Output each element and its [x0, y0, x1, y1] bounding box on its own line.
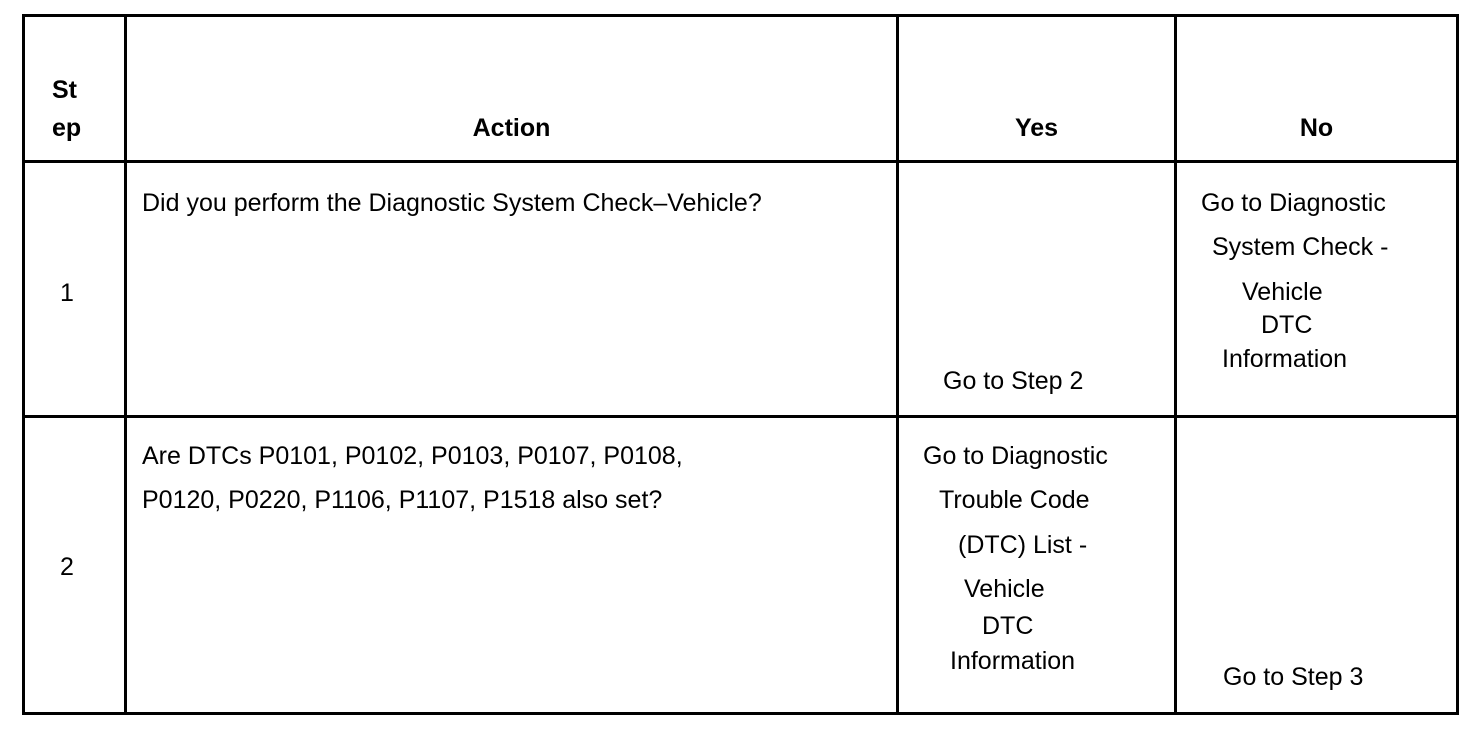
header-step-line2: ep [52, 114, 82, 142]
no-result: Go to Step 3 [1223, 663, 1364, 691]
header-step-line1: St [52, 76, 77, 104]
yes-result-line: Trouble Code [939, 486, 1090, 514]
table-border-right [1456, 14, 1459, 715]
action-text: Are DTCs P0101, P0102, P0103, P0107, P0108, [142, 442, 683, 470]
action-text: Did you perform the Diagnostic System Check–Vehicle? [142, 189, 762, 217]
header-yes: Yes [1014, 114, 1059, 142]
step-number: 2 [60, 553, 74, 581]
action-text: P0120, P0220, P1106, P1107, P1518 also set? [142, 486, 663, 514]
yes-result-line: Vehicle [964, 575, 1045, 603]
table-border-bottom [22, 712, 1459, 715]
header-row-divider [22, 160, 1459, 163]
no-result-line: DTC [1261, 311, 1313, 339]
table-border-left [22, 14, 25, 715]
diagnostic-table [22, 14, 1459, 715]
yes-result-line: DTC [982, 612, 1034, 640]
row-divider [22, 415, 1459, 418]
step-number: 1 [60, 279, 74, 307]
yes-result: Go to Step 2 [943, 367, 1084, 395]
header-no: No [1299, 114, 1334, 142]
yes-result-line: (DTC) List - [958, 531, 1088, 559]
yes-result-line: Information [950, 647, 1076, 675]
header-action: Action [472, 114, 551, 142]
no-result-line: Information [1222, 345, 1348, 373]
no-result-line: Go to Diagnostic [1201, 189, 1386, 217]
table-border-top [22, 14, 1459, 17]
no-result-line: System Check - [1212, 233, 1389, 261]
yes-result-line: Go to Diagnostic [923, 442, 1108, 470]
no-result-line: Vehicle [1242, 278, 1323, 306]
